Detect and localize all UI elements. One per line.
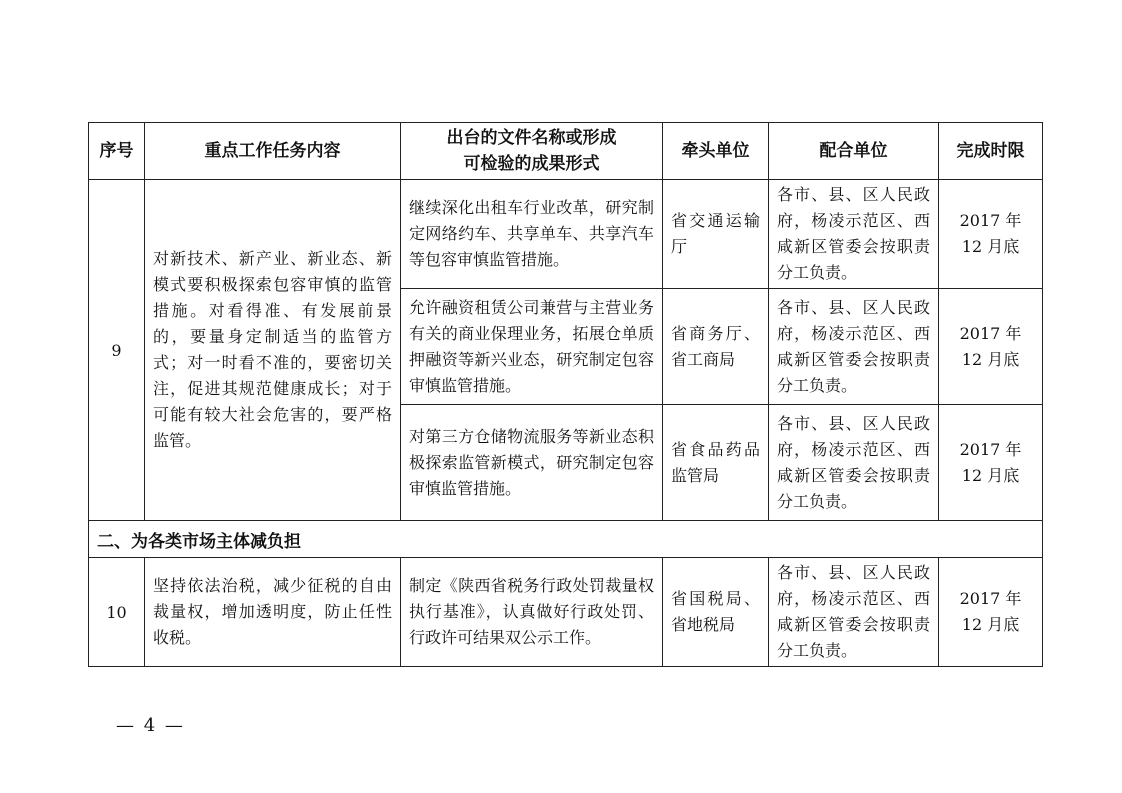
section-title: 二、为各类市场主体减负担 — [89, 521, 1043, 558]
lead-cell — [663, 180, 769, 289]
task-cell — [145, 558, 401, 667]
coop-text: 各市、县、区人民政府，杨凌示范区、西咸新区管委会按职责分工负责。 — [777, 413, 930, 511]
deadline-cell — [939, 405, 1043, 521]
output-text: 制定《陕西省税务行政处罚裁量权执行基准》，认真做好行政处罚、行政许可结果双公示工作。 — [409, 576, 654, 647]
task-text: 对新技术、新产业、新业态、新模式要积极探索包容审慎的监管措施。对看得准、有发展前景的，要量身定制适当的监管方式；对一时看不准的，要密切关注，促进其规范健康成长；对于可能有较大社会危害的，要严格监管。 — [153, 249, 392, 450]
deadline-cell — [939, 558, 1043, 667]
task-text: 坚持依法治税，减少征税的自由裁量权，增加透明度，防止任性收税。 — [153, 576, 392, 647]
lead-cell — [663, 289, 769, 405]
deadline-cell — [939, 180, 1043, 289]
output-cell — [401, 558, 663, 667]
output-cell — [401, 405, 663, 521]
deadline-text: 2017 年 12 月底 — [959, 439, 1022, 485]
output-cell — [401, 180, 663, 289]
coop-cell — [769, 405, 939, 521]
deadline-text: 2017 年 12 月底 — [959, 211, 1022, 256]
header-lead: 牵头单位 — [663, 123, 769, 180]
header-seq: 序号 — [89, 123, 145, 180]
table-header-row — [89, 123, 1043, 180]
coop-cell — [769, 289, 939, 405]
coop-text: 各市、县、区人民政府，杨凌示范区、西咸新区管委会按职责分工负责。 — [777, 563, 930, 660]
deadline-text: 2017 年 12 月底 — [959, 589, 1022, 634]
lead-text: 省国税局、省地税局 — [671, 589, 760, 634]
lead-text: 省商务厅、省工商局 — [671, 323, 760, 369]
deadline-text: 2017 年 12 月底 — [959, 323, 1022, 369]
deadline-cell — [939, 289, 1043, 405]
coop-cell — [769, 180, 939, 289]
table-row — [89, 180, 1043, 289]
output-cell — [401, 289, 663, 405]
coop-text: 各市、县、区人民政府，杨凌示范区、西咸新区管委会按职责分工负责。 — [777, 297, 930, 395]
header-deadline: 完成时限 — [939, 123, 1043, 180]
coop-cell — [769, 558, 939, 667]
lead-text: 省交通运输厅 — [671, 211, 760, 256]
lead-cell — [663, 405, 769, 521]
page-number: — 4 — — [116, 715, 185, 736]
output-text: 允许融资租赁公司兼营与主营业务有关的商业保理业务，拓展仓单质押融资等新兴业态，研究制定包容审慎监管措施。 — [409, 297, 654, 395]
header-task: 重点工作任务内容 — [145, 123, 401, 180]
table-row — [89, 558, 1043, 667]
row-seq: 9 — [89, 180, 145, 521]
section-row — [89, 521, 1043, 558]
lead-cell — [663, 558, 769, 667]
coop-text: 各市、县、区人民政府，杨凌示范区、西咸新区管委会按职责分工负责。 — [777, 185, 930, 282]
row-seq: 10 — [89, 558, 145, 667]
output-text: 对第三方仓储物流服务等新业态积极探索监管新模式，研究制定包容审慎监管措施。 — [409, 426, 654, 498]
header-output: 出台的文件名称或形成 可检验的成果形式 — [401, 123, 663, 180]
task-table — [88, 122, 1043, 667]
header-coop: 配合单位 — [769, 123, 939, 180]
task-cell — [145, 180, 401, 521]
output-text: 继续深化出租车行业改革，研究制定网络约车、共享单车、共享汽车等包容审慎监管措施。 — [409, 198, 654, 269]
lead-text: 省食品药品监管局 — [671, 439, 760, 485]
